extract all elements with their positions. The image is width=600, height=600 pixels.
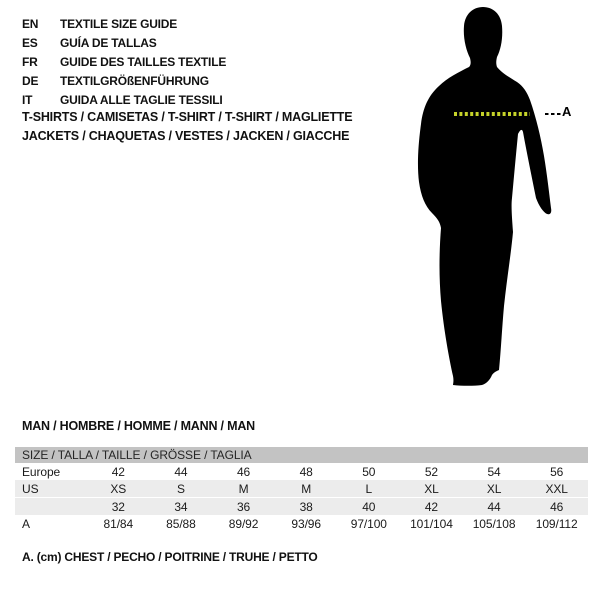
- category-heading: [22, 108, 352, 146]
- language-label: GUIDA ALLE TAGLIE TESSILI: [60, 93, 223, 107]
- size-table-header: SIZE / TALLA / TAILLE / GRÖSSE / TAGLIA: [15, 447, 588, 463]
- table-row-us: [15, 480, 588, 498]
- size-cell: 97/100: [350, 516, 387, 531]
- row-label: US: [15, 480, 87, 498]
- language-label: GUIDE DES TAILLES TEXTILE: [60, 55, 227, 69]
- language-label: TEXTILE SIZE GUIDE: [60, 17, 178, 31]
- row-label: Europe: [22, 464, 61, 479]
- size-cell: 54: [487, 464, 501, 479]
- table-row-chest-cm: [15, 515, 588, 532]
- size-table-header-row: [15, 447, 588, 463]
- size-cell: XS: [87, 480, 150, 498]
- size-cell: XL: [400, 480, 463, 498]
- size-cell: M: [212, 480, 275, 498]
- man-figure: [412, 6, 587, 398]
- size-cell: 42: [111, 464, 125, 479]
- size-cell: L: [338, 480, 401, 498]
- size-cell: 93/96: [291, 516, 321, 531]
- language-row-de: [22, 72, 226, 91]
- language-row-es: [22, 34, 226, 53]
- language-row-en: [22, 15, 226, 34]
- size-cell: 46: [525, 498, 588, 516]
- size-cell: 56: [550, 464, 564, 479]
- category-line-jackets: JACKETS / CHAQUETAS / VESTES / JACKEN / GIACCHE: [22, 129, 350, 143]
- size-cell: 36: [212, 498, 275, 516]
- language-code: FR: [22, 55, 38, 69]
- size-cell: 34: [150, 498, 213, 516]
- man-silhouette: [412, 6, 562, 398]
- category-line-tshirts: T-SHIRTS / CAMISETAS / T-SHIRT / T-SHIRT / MAGLIETTE: [22, 110, 353, 124]
- size-cell: M: [275, 480, 338, 498]
- language-label: GUÍA DE TALLAS: [60, 36, 157, 50]
- language-label: TEXTILGRÖßENFÜHRUNG: [60, 74, 209, 88]
- size-cell: 85/88: [166, 516, 196, 531]
- size-table: [15, 447, 588, 532]
- size-cell: 101/104: [410, 516, 453, 531]
- language-code: ES: [22, 36, 38, 50]
- size-cell: 89/92: [228, 516, 259, 531]
- section-title: MAN / HOMBRE / HOMME / MANN / MAN: [22, 419, 255, 433]
- size-cell: 40: [338, 498, 401, 516]
- size-cell: S: [150, 480, 213, 498]
- table-row-europe: [15, 463, 588, 480]
- language-code: DE: [22, 74, 39, 88]
- row-label: A: [22, 516, 30, 531]
- table-row-us-numeric: [15, 498, 588, 516]
- measure-label-a: A: [562, 104, 572, 119]
- size-cell: 81/84: [103, 516, 134, 531]
- language-code: IT: [22, 93, 33, 107]
- size-cell: 109/112: [535, 516, 578, 531]
- size-cell: 44: [463, 498, 526, 516]
- size-cell: 52: [424, 464, 439, 479]
- size-cell: XXL: [525, 480, 588, 498]
- man-silhouette-shape: [418, 7, 551, 386]
- language-guide-list: [22, 15, 226, 110]
- size-cell: 44: [174, 464, 188, 479]
- size-cell: 105/108: [472, 516, 516, 531]
- size-cell: 50: [362, 464, 376, 479]
- size-cell: 46: [236, 464, 251, 479]
- language-code: EN: [22, 17, 39, 31]
- size-cell: 48: [299, 464, 313, 479]
- row-label: [15, 498, 87, 516]
- size-cell: 32: [87, 498, 150, 516]
- size-cell: XL: [463, 480, 526, 498]
- size-cell: 42: [400, 498, 463, 516]
- size-cell: 38: [275, 498, 338, 516]
- measurement-footnote: A. (cm) CHEST / PECHO / POITRINE / TRUHE / PETTO: [22, 550, 318, 564]
- language-row-fr: [22, 53, 226, 72]
